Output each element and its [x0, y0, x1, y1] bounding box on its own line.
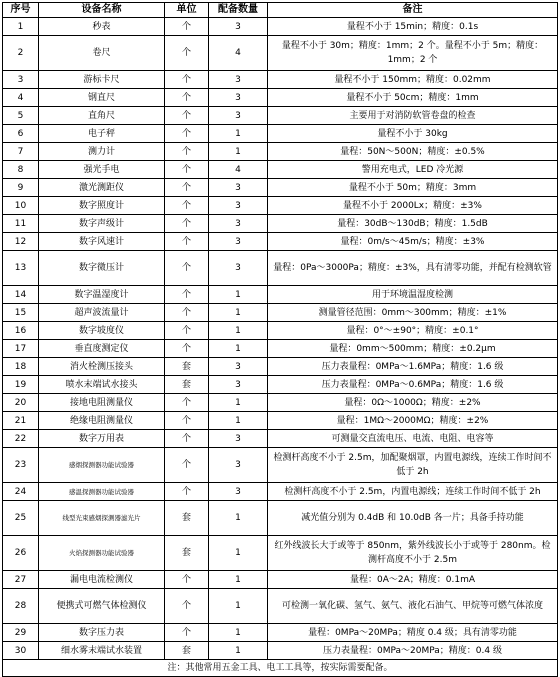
table-row	[3, 215, 558, 233]
cell-no: 25	[3, 501, 39, 536]
cell-qty: 3	[209, 233, 268, 251]
cell-note: 用于环境温湿度检测	[268, 286, 558, 304]
cell-unit: 个	[165, 107, 209, 125]
cell-name: 喷水末端试水接头	[39, 376, 165, 394]
cell-unit: 套	[165, 358, 209, 376]
cell-note: 量程：0Pa～3000Pa；精度：±3%，具有清零功能，并配有检测软管	[268, 251, 558, 286]
cell-unit: 个	[165, 161, 209, 179]
table-row	[3, 571, 558, 589]
table-row	[3, 107, 558, 125]
cell-note: 量程：0mm～500mm；精度：±0.2μm	[268, 340, 558, 358]
cell-qty: 4	[209, 36, 268, 71]
cell-qty: 1	[209, 340, 268, 358]
cell-no: 30	[3, 642, 39, 660]
cell-note: 减光值分别为 0.4dB 和 10.0dB 各一片；具备手持功能	[268, 501, 558, 536]
table-row	[3, 71, 558, 89]
cell-qty: 1	[209, 304, 268, 322]
cell-name: 激光测距仪	[39, 179, 165, 197]
cell-no: 26	[3, 536, 39, 571]
cell-qty: 3	[209, 483, 268, 501]
header-qty: 配备数量	[209, 3, 268, 18]
cell-qty: 1	[209, 322, 268, 340]
table-row	[3, 589, 558, 624]
cell-qty: 3	[209, 448, 268, 483]
cell-name: 强光手电	[39, 161, 165, 179]
cell-note: 警用充电式，LED 冷光源	[268, 161, 558, 179]
table-row	[3, 483, 558, 501]
cell-note: 压力表量程：0MPa～20MPa；精度：0.4 级	[268, 642, 558, 660]
cell-no: 22	[3, 430, 39, 448]
cell-note: 量程：30dB～130dB；精度：1.5dB	[268, 215, 558, 233]
cell-no: 14	[3, 286, 39, 304]
cell-no: 24	[3, 483, 39, 501]
cell-name: 接地电阻测量仪	[39, 394, 165, 412]
table-row	[3, 642, 558, 660]
cell-no: 19	[3, 376, 39, 394]
table-row	[3, 536, 558, 571]
table-row	[3, 624, 558, 642]
equipment-table-container	[2, 2, 557, 677]
cell-name: 数字压力表	[39, 624, 165, 642]
cell-note: 检测杆高度不小于 2.5m，内置电源线；连续工作时间不低于 2h	[268, 483, 558, 501]
cell-name: 垂直度测定仪	[39, 340, 165, 358]
cell-no: 29	[3, 624, 39, 642]
cell-unit: 个	[165, 71, 209, 89]
cell-name: 漏电电流检测仪	[39, 571, 165, 589]
cell-unit: 个	[165, 197, 209, 215]
table-row	[3, 430, 558, 448]
cell-qty: 3	[209, 430, 268, 448]
cell-unit: 个	[165, 143, 209, 161]
cell-unit: 个	[165, 304, 209, 322]
cell-unit: 个	[165, 125, 209, 143]
cell-note: 检测杆高度不小于 2.5m，加配聚烟罩，内置电源线，连续工作时间不低于 2h	[268, 448, 558, 483]
table-row	[3, 18, 558, 36]
cell-qty: 1	[209, 143, 268, 161]
cell-name: 消火栓测压接头	[39, 358, 165, 376]
cell-no: 8	[3, 161, 39, 179]
cell-no: 12	[3, 233, 39, 251]
table-row	[3, 304, 558, 322]
cell-unit: 套	[165, 376, 209, 394]
cell-qty: 1	[209, 624, 268, 642]
cell-qty: 3	[209, 71, 268, 89]
cell-note: 量程不小于 50cm；精度：1mm	[268, 89, 558, 107]
table-row	[3, 89, 558, 107]
cell-unit: 个	[165, 286, 209, 304]
cell-name: 游标卡尺	[39, 71, 165, 89]
cell-unit: 个	[165, 589, 209, 624]
cell-unit: 个	[165, 571, 209, 589]
cell-unit: 个	[165, 340, 209, 358]
cell-note: 红外线波长大于或等于 850nm，紫外线波长小于或等于 280nm。检测杆高度不小于 2.5m	[268, 536, 558, 571]
cell-no: 27	[3, 571, 39, 589]
cell-unit: 个	[165, 215, 209, 233]
cell-qty: 3	[209, 251, 268, 286]
table-body	[3, 18, 558, 660]
cell-note: 量程不小于 2000Lx；精度：±3%	[268, 197, 558, 215]
cell-name: 超声波流量计	[39, 304, 165, 322]
equipment-table	[2, 2, 558, 677]
cell-qty: 1	[209, 536, 268, 571]
cell-unit: 套	[165, 501, 209, 536]
table-row	[3, 143, 558, 161]
table-row	[3, 412, 558, 430]
cell-note: 压力表量程：0MPa～1.6MPa；精度：1.6 级	[268, 358, 558, 376]
cell-qty: 1	[209, 571, 268, 589]
cell-qty: 3	[209, 179, 268, 197]
cell-name: 测力计	[39, 143, 165, 161]
cell-no: 2	[3, 36, 39, 71]
cell-no: 5	[3, 107, 39, 125]
cell-qty: 3	[209, 18, 268, 36]
cell-qty: 3	[209, 107, 268, 125]
cell-qty: 1	[209, 501, 268, 536]
cell-qty: 3	[209, 376, 268, 394]
header-note: 备注	[268, 3, 558, 18]
cell-unit: 个	[165, 36, 209, 71]
table-row	[3, 197, 558, 215]
cell-note: 可检测一氧化碳、氢气、氨气、液化石油气、甲烷等可燃气体浓度	[268, 589, 558, 624]
cell-note: 量程：0A～2A；精度：0.1mA	[268, 571, 558, 589]
cell-qty: 4	[209, 161, 268, 179]
cell-unit: 个	[165, 624, 209, 642]
cell-note: 测量管径范围：0mm～300mm；精度：±1%	[268, 304, 558, 322]
cell-name: 钢直尺	[39, 89, 165, 107]
cell-unit: 套	[165, 536, 209, 571]
cell-qty: 1	[209, 589, 268, 624]
cell-no: 23	[3, 448, 39, 483]
cell-name: 数字微压计	[39, 251, 165, 286]
cell-name: 秒表	[39, 18, 165, 36]
table-row	[3, 161, 558, 179]
cell-qty: 3	[209, 197, 268, 215]
cell-name: 数字风速计	[39, 233, 165, 251]
header-name: 设备名称	[39, 3, 165, 18]
table-row	[3, 376, 558, 394]
cell-name: 数字照度计	[39, 197, 165, 215]
cell-no: 10	[3, 197, 39, 215]
cell-unit: 个	[165, 430, 209, 448]
cell-qty: 1	[209, 394, 268, 412]
cell-note: 量程：1MΩ～2000MΩ；精度：±2%	[268, 412, 558, 430]
cell-unit: 个	[165, 448, 209, 483]
cell-name: 火焰探测器功能试验器	[39, 536, 165, 571]
cell-note: 量程：0Ω～1000Ω；精度：±2%	[268, 394, 558, 412]
cell-qty: 1	[209, 412, 268, 430]
header-unit: 单位	[165, 3, 209, 18]
cell-name: 数字万用表	[39, 430, 165, 448]
cell-note: 可测量交直流电压、电流、电阻、电容等	[268, 430, 558, 448]
cell-qty: 1	[209, 125, 268, 143]
cell-note: 量程不小于 15min；精度：0.1s	[268, 18, 558, 36]
cell-no: 1	[3, 18, 39, 36]
cell-name: 数字温湿度计	[39, 286, 165, 304]
header-no: 序号	[3, 3, 39, 18]
cell-unit: 套	[165, 642, 209, 660]
cell-unit: 个	[165, 233, 209, 251]
cell-name: 感烟探测器功能试验器	[39, 448, 165, 483]
cell-no: 6	[3, 125, 39, 143]
cell-qty: 1	[209, 642, 268, 660]
cell-no: 4	[3, 89, 39, 107]
table-row	[3, 448, 558, 483]
cell-no: 9	[3, 179, 39, 197]
table-row	[3, 179, 558, 197]
footer-note: 注：其他常用五金工具、电工工具等，按实际需要配备。	[3, 660, 558, 677]
cell-note: 量程：50N～500N；精度：±0.5%	[268, 143, 558, 161]
table-row	[3, 125, 558, 143]
cell-no: 16	[3, 322, 39, 340]
cell-name: 数字声级计	[39, 215, 165, 233]
cell-note: 量程不小于 30m；精度：1mm；2 个。量程不小于 5m；精度：1mm；2 个	[268, 36, 558, 71]
cell-no: 28	[3, 589, 39, 624]
cell-name: 便携式可燃气体检测仪	[39, 589, 165, 624]
cell-note: 量程不小于 30kg	[268, 125, 558, 143]
cell-note: 量程：0m/s～45m/s；精度：±3%	[268, 233, 558, 251]
cell-unit: 个	[165, 251, 209, 286]
table-row	[3, 286, 558, 304]
table-row	[3, 251, 558, 286]
table-row	[3, 36, 558, 71]
cell-no: 17	[3, 340, 39, 358]
table-row	[3, 394, 558, 412]
cell-note: 量程不小于 50m；精度：3mm	[268, 179, 558, 197]
cell-no: 3	[3, 71, 39, 89]
cell-no: 21	[3, 412, 39, 430]
cell-name: 线型光束感烟探测器滤光片	[39, 501, 165, 536]
cell-no: 15	[3, 304, 39, 322]
cell-qty: 3	[209, 358, 268, 376]
cell-no: 7	[3, 143, 39, 161]
cell-note: 压力表量程：0MPa～0.6MPa；精度：1.6 级	[268, 376, 558, 394]
cell-name: 卷尺	[39, 36, 165, 71]
cell-unit: 个	[165, 394, 209, 412]
cell-qty: 1	[209, 286, 268, 304]
cell-note: 量程不小于 150mm；精度：0.02mm	[268, 71, 558, 89]
cell-unit: 个	[165, 483, 209, 501]
table-row	[3, 233, 558, 251]
cell-name: 直角尺	[39, 107, 165, 125]
footer-row	[3, 660, 558, 677]
cell-qty: 3	[209, 89, 268, 107]
cell-name: 电子秤	[39, 125, 165, 143]
cell-name: 细水雾末端试水装置	[39, 642, 165, 660]
cell-unit: 个	[165, 322, 209, 340]
cell-name: 数字坡度仪	[39, 322, 165, 340]
table-row	[3, 358, 558, 376]
cell-name: 感温探测器功能试验器	[39, 483, 165, 501]
cell-unit: 个	[165, 18, 209, 36]
cell-note: 量程：0MPa～20MPa；精度 0.4 级；具有清零功能	[268, 624, 558, 642]
table-row	[3, 501, 558, 536]
cell-unit: 个	[165, 179, 209, 197]
cell-no: 18	[3, 358, 39, 376]
cell-no: 13	[3, 251, 39, 286]
cell-name: 绝缘电阻测量仪	[39, 412, 165, 430]
cell-qty: 3	[209, 215, 268, 233]
cell-no: 11	[3, 215, 39, 233]
table-row	[3, 322, 558, 340]
cell-note: 量程：0°～±90°；精度：±0.1°	[268, 322, 558, 340]
table-row	[3, 340, 558, 358]
cell-note: 主要用于对消防软管卷盘的检查	[268, 107, 558, 125]
header-row	[3, 3, 558, 18]
cell-unit: 个	[165, 412, 209, 430]
cell-no: 20	[3, 394, 39, 412]
cell-unit: 个	[165, 89, 209, 107]
